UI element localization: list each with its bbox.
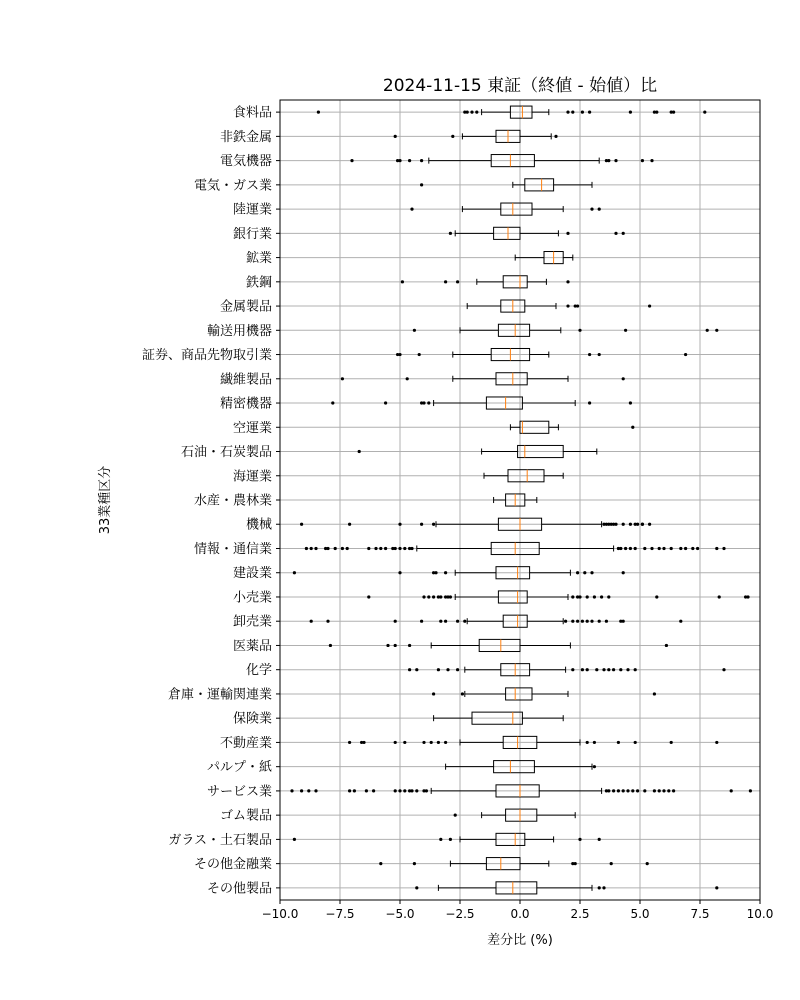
flier-point bbox=[317, 111, 320, 114]
flier-point bbox=[746, 595, 749, 598]
flier-point bbox=[444, 571, 447, 574]
flier-point bbox=[406, 377, 409, 380]
flier-point bbox=[684, 353, 687, 356]
flier-point bbox=[636, 789, 639, 792]
y-tick-label: 鉄鋼 bbox=[245, 275, 272, 291]
flier-point bbox=[305, 547, 308, 550]
flier-point bbox=[622, 571, 625, 574]
flier-point bbox=[394, 789, 397, 792]
flier-point bbox=[607, 668, 610, 671]
flier-point bbox=[353, 789, 356, 792]
flier-point bbox=[607, 595, 610, 598]
flier-point bbox=[598, 886, 601, 889]
flier-point bbox=[571, 595, 574, 598]
flier-point bbox=[451, 135, 454, 138]
flier-point bbox=[662, 789, 665, 792]
flier-point bbox=[646, 862, 649, 865]
flier-point bbox=[394, 547, 397, 550]
x-tick-label: −10.0 bbox=[261, 907, 299, 921]
flier-point bbox=[449, 232, 452, 235]
flier-point bbox=[730, 789, 733, 792]
flier-point bbox=[379, 547, 382, 550]
flier-point bbox=[372, 789, 375, 792]
y-tick-label: 医薬品 bbox=[232, 638, 272, 654]
flier-point bbox=[605, 620, 608, 623]
flier-point bbox=[588, 111, 591, 114]
flier-point bbox=[602, 668, 605, 671]
flier-point bbox=[422, 595, 425, 598]
box-18 bbox=[305, 542, 726, 554]
y-tick-label: 化学 bbox=[245, 663, 272, 679]
flier-point bbox=[684, 547, 687, 550]
flier-point bbox=[564, 620, 567, 623]
flier-point bbox=[643, 547, 646, 550]
y-tick-label: 鉱業 bbox=[245, 251, 272, 267]
flier-point bbox=[300, 789, 303, 792]
flier-point bbox=[437, 668, 440, 671]
flier-point bbox=[696, 547, 699, 550]
flier-point bbox=[722, 668, 725, 671]
flier-point bbox=[624, 329, 627, 332]
flier-point bbox=[379, 862, 382, 865]
flier-point bbox=[670, 547, 673, 550]
y-tick-label: パルプ・紙 bbox=[206, 760, 272, 776]
y-tick-label: 空運業 bbox=[232, 420, 272, 436]
flier-point bbox=[576, 620, 579, 623]
flier-point bbox=[418, 353, 421, 356]
flier-point bbox=[610, 862, 613, 865]
y-tick-label: 食料品 bbox=[232, 105, 272, 121]
flier-point bbox=[432, 692, 435, 695]
flier-point bbox=[384, 547, 387, 550]
flier-point bbox=[408, 644, 411, 647]
flier-point bbox=[422, 741, 425, 744]
flier-point bbox=[598, 620, 601, 623]
flier-point bbox=[358, 450, 361, 453]
x-tick-label: −5.0 bbox=[385, 907, 415, 921]
flier-point bbox=[425, 789, 428, 792]
flier-point bbox=[554, 135, 557, 138]
flier-point bbox=[444, 741, 447, 744]
y-tick-label: 金属製品 bbox=[219, 299, 272, 315]
flier-point bbox=[432, 523, 435, 526]
flier-point bbox=[314, 547, 317, 550]
flier-point bbox=[588, 353, 591, 356]
flier-point bbox=[348, 523, 351, 526]
flier-point bbox=[607, 159, 610, 162]
flier-point bbox=[593, 765, 596, 768]
flier-point bbox=[665, 644, 668, 647]
flier-point bbox=[588, 401, 591, 404]
flier-point bbox=[420, 523, 423, 526]
flier-point bbox=[576, 571, 579, 574]
flier-point bbox=[571, 620, 574, 623]
flier-point bbox=[614, 232, 617, 235]
flier-point bbox=[581, 620, 584, 623]
flier-point bbox=[715, 547, 718, 550]
flier-point bbox=[449, 838, 452, 841]
flier-point bbox=[631, 789, 634, 792]
flier-point bbox=[415, 789, 418, 792]
flier-point bbox=[619, 547, 622, 550]
flier-point bbox=[634, 741, 637, 744]
flier-point bbox=[367, 547, 370, 550]
flier-point bbox=[653, 692, 656, 695]
flier-point bbox=[622, 789, 625, 792]
flier-point bbox=[403, 741, 406, 744]
x-axis-label: 差分比 (%) bbox=[487, 933, 553, 948]
flier-point bbox=[715, 329, 718, 332]
flier-point bbox=[408, 668, 411, 671]
flier-point bbox=[463, 620, 466, 623]
x-tick-label: −2.5 bbox=[445, 907, 475, 921]
flier-point bbox=[394, 620, 397, 623]
flier-point bbox=[444, 280, 447, 283]
flier-point bbox=[362, 741, 365, 744]
flier-point bbox=[648, 304, 651, 307]
flier-point bbox=[326, 547, 329, 550]
flier-point bbox=[593, 595, 596, 598]
flier-point bbox=[602, 886, 605, 889]
y-tick-label: 繊維製品 bbox=[219, 372, 272, 388]
flier-point bbox=[314, 789, 317, 792]
y-tick-label: その他金融業 bbox=[193, 857, 272, 873]
flier-point bbox=[365, 789, 368, 792]
flier-point bbox=[398, 523, 401, 526]
flier-point bbox=[612, 668, 615, 671]
flier-point bbox=[600, 595, 603, 598]
flier-point bbox=[398, 571, 401, 574]
flier-point bbox=[386, 644, 389, 647]
flier-point bbox=[410, 207, 413, 210]
flier-point bbox=[679, 547, 682, 550]
x-tick-label: 2.5 bbox=[570, 907, 590, 921]
flier-point bbox=[658, 789, 661, 792]
y-tick-label: 電気機器 bbox=[219, 154, 272, 170]
grid-lines bbox=[280, 100, 760, 900]
flier-point bbox=[346, 547, 349, 550]
flier-point bbox=[655, 595, 658, 598]
flier-point bbox=[590, 207, 593, 210]
flier-point bbox=[586, 620, 589, 623]
flier-point bbox=[653, 789, 656, 792]
flier-point bbox=[586, 595, 589, 598]
flier-point bbox=[398, 547, 401, 550]
flier-point bbox=[331, 401, 334, 404]
x-axis-ticks bbox=[142, 105, 773, 921]
flier-point bbox=[650, 547, 653, 550]
x-tick-label: −7.5 bbox=[325, 907, 355, 921]
flier-point bbox=[624, 547, 627, 550]
flier-point bbox=[348, 789, 351, 792]
flier-point bbox=[437, 741, 440, 744]
flier-point bbox=[626, 668, 629, 671]
flier-point bbox=[420, 159, 423, 162]
flier-point bbox=[449, 595, 452, 598]
flier-point bbox=[566, 232, 569, 235]
flier-point bbox=[341, 377, 344, 380]
flier-point bbox=[413, 329, 416, 332]
flier-point bbox=[394, 741, 397, 744]
flier-point bbox=[629, 523, 632, 526]
flier-point bbox=[622, 523, 625, 526]
flier-point bbox=[310, 547, 313, 550]
flier-point bbox=[456, 620, 459, 623]
y-tick-label: 卸売業 bbox=[232, 614, 272, 630]
y-tick-label: 倉庫・運輸関連業 bbox=[167, 687, 272, 703]
x-tick-label: 0.0 bbox=[510, 907, 530, 921]
flier-point bbox=[662, 547, 665, 550]
y-tick-label: ゴム製品 bbox=[219, 808, 272, 824]
y-tick-label: 精密機器 bbox=[219, 396, 272, 412]
flier-point bbox=[722, 547, 725, 550]
flier-point bbox=[574, 862, 577, 865]
flier-point bbox=[446, 668, 449, 671]
flier-point bbox=[641, 523, 644, 526]
flier-point bbox=[607, 789, 610, 792]
flier-point bbox=[422, 401, 425, 404]
box-6 bbox=[515, 252, 573, 264]
flier-point bbox=[408, 159, 411, 162]
flier-point bbox=[350, 159, 353, 162]
flier-point bbox=[566, 304, 569, 307]
flier-point bbox=[749, 789, 752, 792]
flier-point bbox=[401, 280, 404, 283]
flier-point bbox=[456, 668, 459, 671]
flier-point bbox=[643, 789, 646, 792]
flier-point bbox=[470, 111, 473, 114]
flier-point bbox=[307, 789, 310, 792]
flier-point bbox=[586, 668, 589, 671]
flier-point bbox=[629, 547, 632, 550]
flier-point bbox=[670, 741, 673, 744]
flier-point bbox=[398, 789, 401, 792]
flier-point bbox=[439, 595, 442, 598]
flier-point bbox=[612, 789, 615, 792]
flier-point bbox=[439, 620, 442, 623]
y-tick-label: 水産・農林業 bbox=[193, 493, 272, 509]
y-tick-label: 建設業 bbox=[232, 566, 272, 582]
flier-point bbox=[634, 668, 637, 671]
flier-point bbox=[571, 111, 574, 114]
flier-point bbox=[310, 620, 313, 623]
box-16 bbox=[494, 494, 537, 506]
flier-point bbox=[394, 644, 397, 647]
flier-point bbox=[403, 789, 406, 792]
flier-point bbox=[581, 668, 584, 671]
flier-point bbox=[430, 741, 433, 744]
flier-point bbox=[420, 183, 423, 186]
flier-point bbox=[648, 523, 651, 526]
flier-point bbox=[398, 159, 401, 162]
flier-point bbox=[650, 159, 653, 162]
y-tick-label: 銀行業 bbox=[232, 226, 272, 242]
flier-point bbox=[367, 595, 370, 598]
flier-point bbox=[334, 547, 337, 550]
flier-point bbox=[398, 353, 401, 356]
y-tick-label: 非鉄金属 bbox=[219, 129, 272, 145]
y-axis-label: 33業種区分 bbox=[98, 465, 113, 535]
flier-point bbox=[576, 304, 579, 307]
flier-point bbox=[672, 111, 675, 114]
flier-point bbox=[300, 523, 303, 526]
y-tick-label: 保険業 bbox=[232, 711, 272, 727]
flier-point bbox=[326, 620, 329, 623]
y-tick-label: 海運業 bbox=[232, 469, 272, 485]
flier-point bbox=[578, 595, 581, 598]
flier-point bbox=[394, 135, 397, 138]
flier-point bbox=[415, 886, 418, 889]
y-tick-label: ガラス・土石製品 bbox=[168, 832, 272, 848]
y-tick-label: 輸送用機器 bbox=[206, 323, 272, 339]
flier-point bbox=[348, 741, 351, 744]
flier-point bbox=[578, 838, 581, 841]
y-tick-label: 不動産業 bbox=[219, 735, 272, 751]
flier-point bbox=[341, 547, 344, 550]
flier-point bbox=[461, 692, 464, 695]
y-tick-label: 機械 bbox=[245, 517, 272, 533]
flier-point bbox=[626, 789, 629, 792]
flier-point bbox=[432, 595, 435, 598]
flier-point bbox=[475, 111, 478, 114]
flier-point bbox=[655, 111, 658, 114]
flier-point bbox=[427, 595, 430, 598]
flier-point bbox=[622, 377, 625, 380]
flier-point bbox=[614, 159, 617, 162]
flier-point bbox=[427, 401, 430, 404]
flier-point bbox=[617, 741, 620, 744]
flier-point bbox=[703, 111, 706, 114]
y-tick-label: 電気・ガス業 bbox=[193, 178, 272, 194]
y-tick-label: 小売業 bbox=[232, 590, 272, 606]
flier-point bbox=[595, 668, 598, 671]
flier-point bbox=[622, 620, 625, 623]
y-tick-label: 陸運業 bbox=[232, 202, 272, 218]
flier-point bbox=[679, 620, 682, 623]
x-tick-label: 10.0 bbox=[746, 907, 774, 921]
flier-point bbox=[293, 571, 296, 574]
flier-point bbox=[672, 789, 675, 792]
y-tick-label: その他製品 bbox=[206, 881, 272, 897]
flier-point bbox=[593, 741, 596, 744]
flier-point bbox=[466, 111, 469, 114]
y-tick-label: 証券、商品先物取引業 bbox=[141, 348, 272, 364]
flier-point bbox=[586, 741, 589, 744]
flier-point bbox=[293, 838, 296, 841]
flier-point bbox=[454, 814, 457, 817]
flier-point bbox=[619, 668, 622, 671]
flier-point bbox=[456, 280, 459, 283]
flier-point bbox=[629, 401, 632, 404]
x-tick-label: 7.5 bbox=[690, 907, 710, 921]
y-tick-label: 石油・石炭製品 bbox=[180, 445, 272, 461]
flier-point bbox=[566, 111, 569, 114]
flier-point bbox=[715, 886, 718, 889]
flier-point bbox=[578, 329, 581, 332]
flier-point bbox=[590, 571, 593, 574]
flier-point bbox=[384, 401, 387, 404]
flier-point bbox=[622, 232, 625, 235]
flier-point bbox=[641, 159, 644, 162]
flier-point bbox=[598, 207, 601, 210]
flier-point bbox=[658, 547, 661, 550]
flier-point bbox=[420, 620, 423, 623]
flier-point bbox=[439, 838, 442, 841]
flier-point bbox=[329, 644, 332, 647]
flier-point bbox=[434, 571, 437, 574]
flier-point bbox=[444, 620, 447, 623]
flier-point bbox=[691, 547, 694, 550]
flier-point bbox=[636, 523, 639, 526]
flier-point bbox=[410, 547, 413, 550]
x-tick-label: 5.0 bbox=[630, 907, 650, 921]
flier-point bbox=[566, 280, 569, 283]
flier-point bbox=[617, 789, 620, 792]
flier-point bbox=[374, 547, 377, 550]
y-tick-label: 情報・通信業 bbox=[193, 541, 272, 557]
flier-point bbox=[290, 789, 293, 792]
flier-point bbox=[706, 329, 709, 332]
flier-point bbox=[413, 862, 416, 865]
flier-point bbox=[667, 789, 670, 792]
flier-point bbox=[614, 523, 617, 526]
flier-point bbox=[590, 620, 593, 623]
flier-point bbox=[634, 547, 637, 550]
flier-point bbox=[583, 571, 586, 574]
chart-title: 2024-11-15 東証（終値 - 始値）比 bbox=[382, 76, 658, 96]
flier-point bbox=[718, 595, 721, 598]
flier-point bbox=[715, 741, 718, 744]
flier-point bbox=[581, 111, 584, 114]
flier-point bbox=[403, 547, 406, 550]
flier-point bbox=[598, 838, 601, 841]
y-tick-label: サービス業 bbox=[206, 784, 272, 800]
flier-point bbox=[571, 668, 574, 671]
flier-point bbox=[631, 426, 634, 429]
flier-point bbox=[598, 353, 601, 356]
flier-point bbox=[410, 789, 413, 792]
flier-point bbox=[629, 111, 632, 114]
flier-point bbox=[415, 668, 418, 671]
